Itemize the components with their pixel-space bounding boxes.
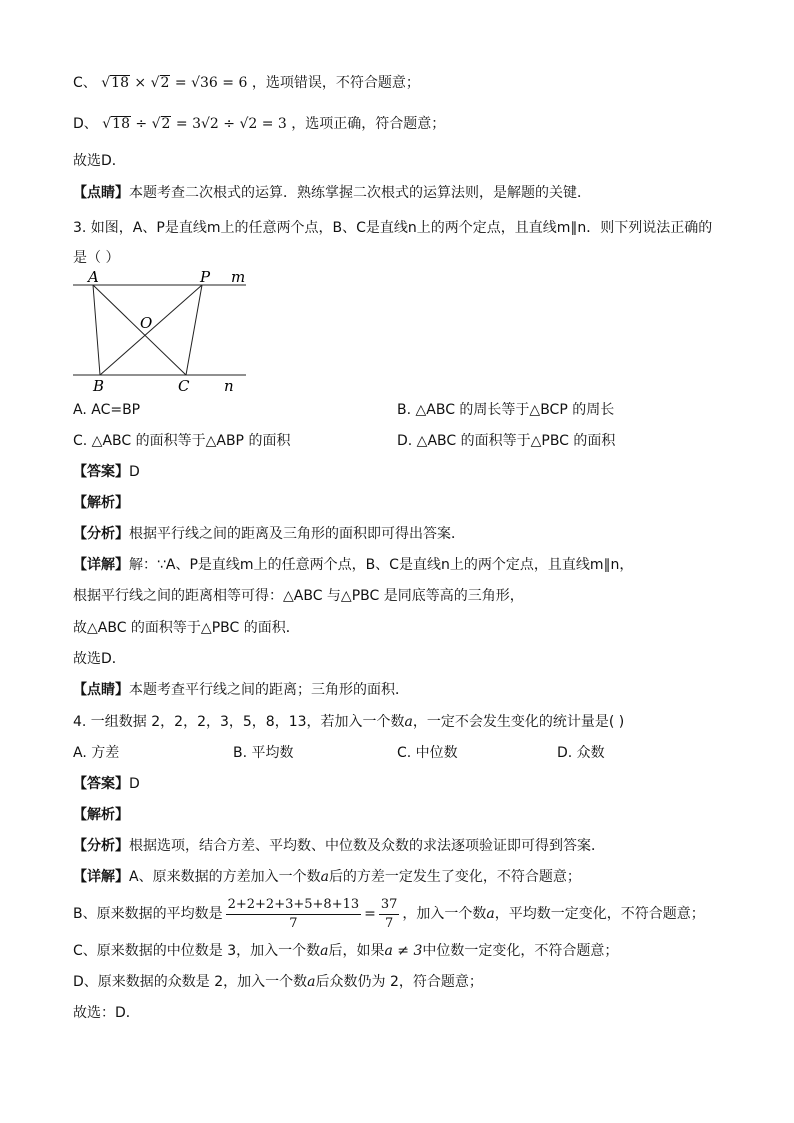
q2-d-tail: ，选项正确，符合题意；: [291, 116, 446, 132]
q4-mean-result-denominator: 7: [385, 915, 394, 931]
q4-var: a: [486, 906, 495, 922]
q4-b-text-1: B、原来数据的平均数是: [73, 906, 223, 922]
q3-figure: [68, 266, 258, 396]
q4-fenxi-text: 根据选项，结合方差、平均数、中位数及众数的求法逐项验证即可得到答案．: [129, 838, 605, 854]
q4-fenxi-tag: 【分析】: [73, 838, 129, 854]
q4-answer-line: [73, 774, 140, 794]
q4-var: a: [404, 714, 413, 730]
q4-stem-b: ，一定不会发生变化的统计量是( ): [412, 714, 625, 730]
q3-option-b: B. △ABC 的周长等于△BCP 的周长: [397, 402, 615, 418]
q3-fenxi-tag: 【分析】: [73, 526, 129, 542]
q3-note-tag: 【点睛】: [73, 682, 129, 698]
q4-xiangjie-line-b: [73, 894, 705, 934]
q4-b-text-2: ，加入一个数: [402, 906, 487, 922]
q4-option-a: A. 方差: [73, 745, 120, 761]
q2-note-tag: 【点睛】: [73, 185, 129, 201]
q2-d-prefix: D、: [73, 116, 98, 132]
q3-note-line: [73, 680, 409, 700]
q4-fenxi-line: [73, 836, 605, 856]
q4-analysis-tag: 【解析】: [73, 807, 129, 823]
q4-option-d: D. 众数: [557, 745, 605, 761]
q4-d-text-1: D、原来数据的众数是 2，加入一个数: [73, 974, 308, 990]
segment-ab: [93, 285, 100, 375]
q2-note-text: 本题考查二次根式的运算．熟练掌握二次根式的运算法则，是解题的关键．: [129, 185, 591, 201]
q4-option-c: C. 中位数: [397, 745, 458, 761]
q4-c-text-2: 后，如果: [328, 943, 385, 959]
q4-a-text-2: 后的方差一定发生了变化，不符合题意；: [328, 869, 581, 885]
q4-mean-denominator: 7: [289, 915, 298, 931]
q2-c-eq: = √36 = 6: [174, 75, 248, 91]
q3-xiangjie-text-1: 解：∵A、P是直线m上的任意两个点，B、C是直线n上的两个定点，且直线m∥n，: [129, 557, 634, 573]
q2-d-eq: = 3√2 ÷ √2 = 3: [175, 116, 287, 132]
q3-stem: 3. 如图，A、P是直线m上的任意两个点，B、C是直线n上的两个定点，且直线m∥n．则下列说法正确的是（ ）: [73, 220, 713, 266]
q3-xiangjie-line-2: 根据平行线之间的距离相等可得：△ABC 与△PBC 是同底等高的三角形，: [73, 588, 524, 604]
q4-answer-tag: 【答案】: [73, 776, 129, 792]
label-b: B: [93, 377, 105, 395]
q3-option-a: A. AC=BP: [73, 402, 141, 418]
q4-xiangjie-line-c: [73, 941, 618, 961]
q3-option-d: D. △ABC 的面积等于△PBC 的面积: [397, 433, 616, 449]
q2-d-expr: √18 ÷ √2 = 3√2 ÷ √2 = 3: [102, 116, 287, 132]
label-p: P: [200, 268, 211, 286]
q3-xiangjie-line-1: [73, 555, 633, 575]
q4-option-b: B. 平均数: [233, 745, 294, 761]
q4-b-text-3: ，平均数一定变化，不符合题意；: [494, 906, 705, 922]
q3-xiangjie-line-3: 故△ABC 的面积等于△PBC 的面积．: [73, 620, 300, 636]
q3-fenxi-text: 根据平行线之间的距离及三角形的面积即可得出答案．: [129, 526, 465, 542]
q3-answer-line: [73, 462, 140, 482]
q4-xiangjie-tag: 【详解】: [73, 869, 129, 885]
q4-mean-numerator: 2+2+2+3+5+8+13: [226, 896, 362, 915]
q2-note-line: [73, 183, 591, 203]
q4-var: a: [320, 869, 329, 885]
q4-c-text-3: 中位数一定变化，不符合题意；: [422, 943, 619, 959]
q2-c-expr: √18 × √2 = √36 = 6: [101, 75, 248, 91]
label-c: C: [178, 377, 190, 395]
q4-stem: [73, 712, 624, 732]
q3-xiangjie-tag: 【详解】: [73, 557, 129, 573]
q4-stem-a: 4. 一组数据 2，2，2，3，5，8，13，若加入一个数: [73, 714, 405, 730]
q4-var: a: [307, 974, 316, 990]
q4-xiangjie-line-d: [73, 972, 483, 992]
q2-c-prefix: C、: [73, 75, 97, 91]
q2-choose: 故选D．: [73, 153, 126, 169]
q4-mean-result-numerator: 37: [379, 896, 400, 915]
q4-var: a: [320, 943, 329, 959]
q3-choose: 故选D．: [73, 651, 126, 667]
q3-answer: D: [129, 464, 140, 480]
q2-option-c-line: [73, 73, 420, 93]
q3-note-text: 本题考查平行线之间的距离；三角形的面积．: [129, 682, 409, 698]
q4-c-text-1: C、原来数据的中位数是 3，加入一个数: [73, 943, 321, 959]
segment-pc: [186, 285, 202, 375]
q4-mean-equals: =: [364, 906, 376, 922]
q3-analysis-tag: 【解析】: [73, 495, 129, 511]
q4-mean-result: [379, 896, 400, 933]
label-o: O: [140, 314, 153, 332]
q2-c-tail: ，选项错误，不符合题意；: [251, 75, 420, 91]
q4-d-text-2: 后众数仍为 2，符合题意；: [315, 974, 483, 990]
label-n: n: [224, 377, 234, 395]
q3-answer-tag: 【答案】: [73, 464, 129, 480]
label-a: A: [88, 268, 99, 286]
q4-choose: 故选：D．: [73, 1005, 140, 1021]
label-m: m: [231, 268, 246, 286]
q2-option-d-line: [73, 114, 445, 134]
q4-c-condition: a ≠ 3: [384, 943, 423, 959]
q4-xiangjie-line-a: [73, 867, 581, 887]
q3-fenxi-line: [73, 524, 465, 544]
q4-mean-fraction: [226, 896, 362, 933]
q4-a-text-1: A、原来数据的方差加入一个数: [129, 869, 321, 885]
q3-option-c: C. △ABC 的面积等于△ABP 的面积: [73, 433, 291, 449]
q4-answer: D: [129, 776, 140, 792]
